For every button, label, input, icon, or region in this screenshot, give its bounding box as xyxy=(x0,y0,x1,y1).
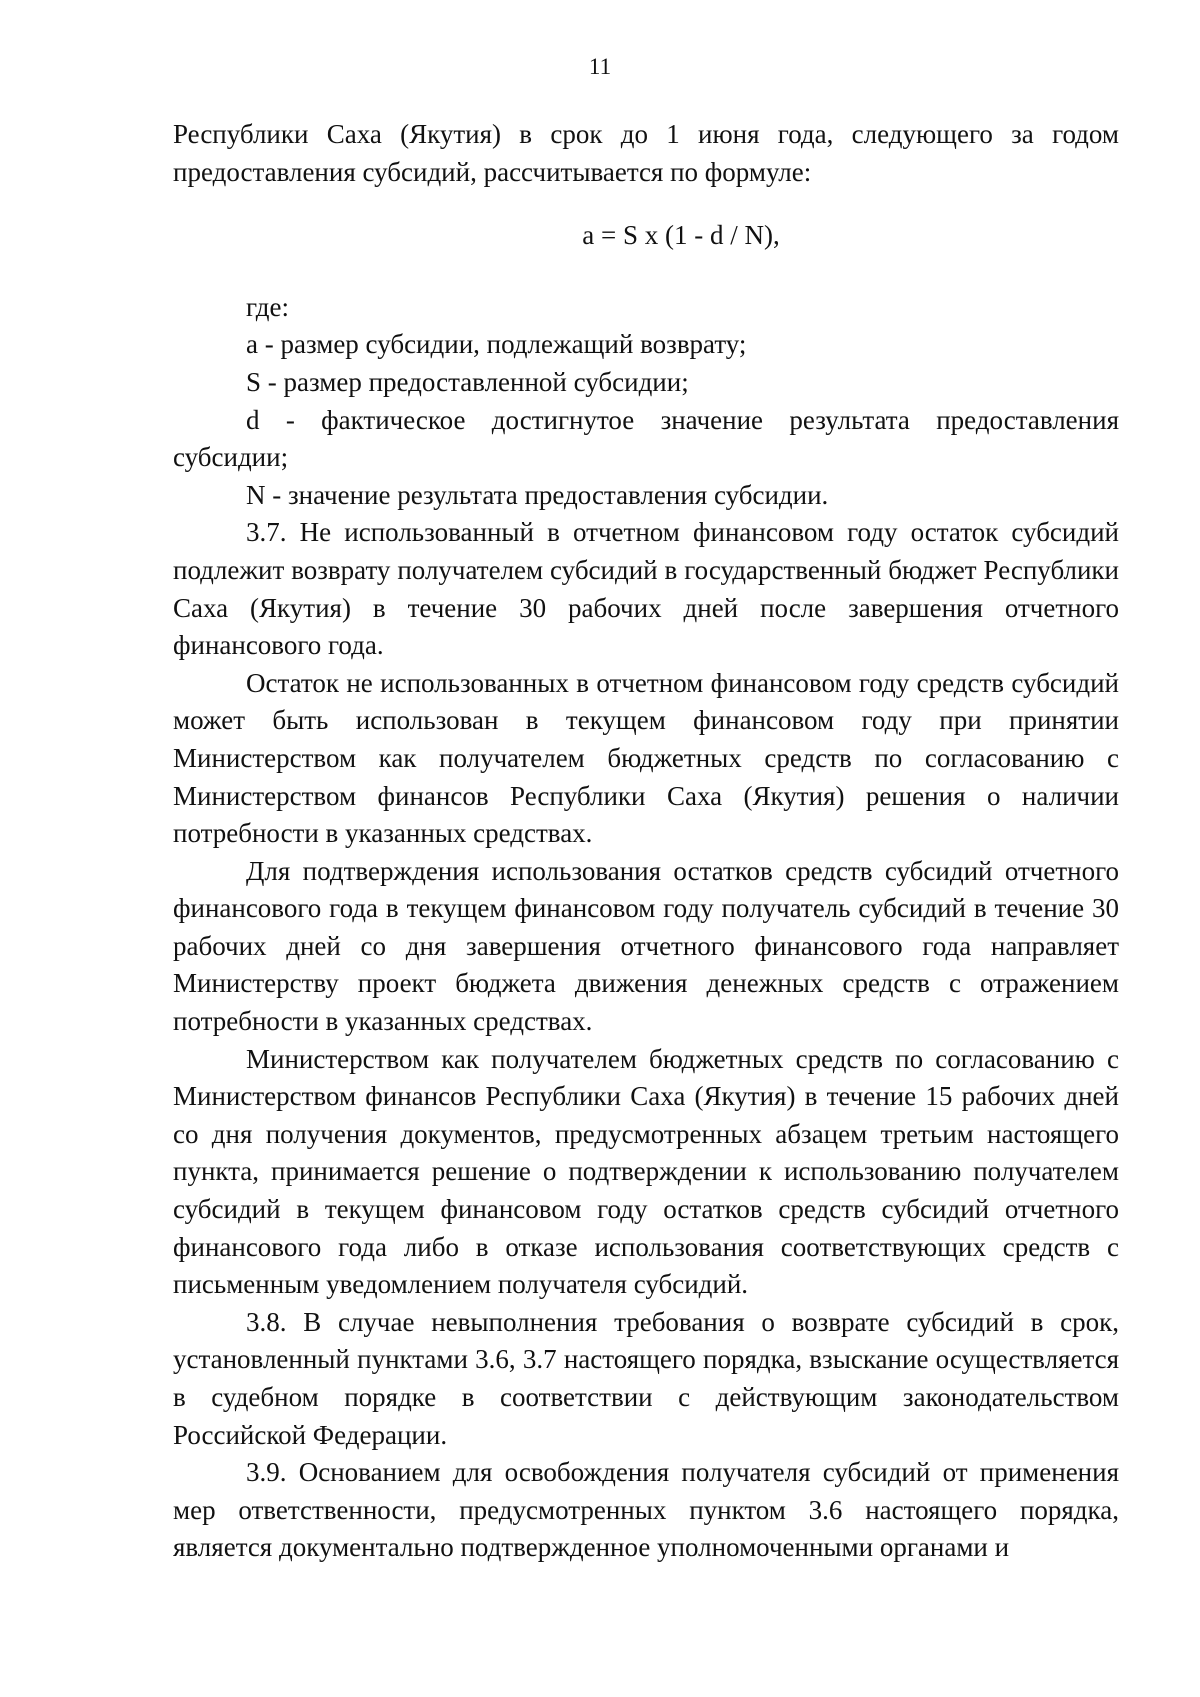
paragraph-3-9: 3.9. Основанием для освобождения получателя субсидий от применения мер ответственности, предусмотренных пунктом 3.6 настоящего порядка, является документально подтвержденное уполномоченными органами и xyxy=(173,1457,1119,1563)
paragraph-confirmation: Для подтверждения использования остатков средств субсидий отчетного финансового года в текущем финансовом году получатель субсидий в течение 30 рабочих дней со дня завершения отчетного финансового года направляет Министерству проект бюджета движения денежных средств с отражением потребности в указанных средствах. xyxy=(173,855,1119,1037)
document-body xyxy=(173,116,1119,1567)
paragraph-3-8: 3.8. В случае невыполнения требования о возврате субсидий в срок, установленный пунктами 3.6, 3.7 настоящего порядка, взыскание осуществляется в судебном порядке в соответствии с действующим законодательством Российской Федерации. xyxy=(173,1306,1119,1450)
formula: a = S x (1 - d / N), xyxy=(582,220,780,251)
where-label: где: xyxy=(246,291,289,322)
page-number: 11 xyxy=(588,54,612,79)
definition-n: N - значение результата предоставления субсидии. xyxy=(246,479,829,510)
paragraph-3-7: 3.7. Не использованный в отчетном финансовом году остаток субсидий подлежит возврату получателем субсидий в государственный бюджет Республики Саха (Якутия) в течение 30 рабочих дней после завершения отчетного финансового года. xyxy=(173,517,1119,661)
paragraph-remaining-funds: Остаток не использованных в отчетном финансовом году средств субсидий может быть использован в текущем финансовом году при принятии Министерством как получателем бюджетных средств по согласованию с Министерством финансов Республики Саха (Якутия) решения о наличии потребности в указанных средствах. xyxy=(173,667,1119,849)
definition-s: S - размер предоставленной субсидии; xyxy=(246,366,689,397)
definition-a: a - размер субсидии, подлежащий возврату; xyxy=(246,329,747,360)
paragraph-ministry-decision: Министерством как получателем бюджетных средств по согласованию с Министерством финансов Республики Саха (Якутия) в течение 15 рабочих дней со дня получения документов, предусмотренных абзацем третьим настоящего пункта, принимается решение о подтверждении к использованию получателем субсидий в текущем финансовом году остатков средств субсидий отчетного финансового года либо в отказе использования соответствующих средств с письменным уведомлением получателя субсидий. xyxy=(173,1043,1119,1300)
definition-d: d - фактическое достигнутое значение результата предоставления субсидии; xyxy=(173,404,1119,473)
intro-paragraph: Республики Саха (Якутия) в срок до 1 июня года, следующего за годом предоставления субсидий, рассчитывается по формуле: xyxy=(173,119,1119,187)
